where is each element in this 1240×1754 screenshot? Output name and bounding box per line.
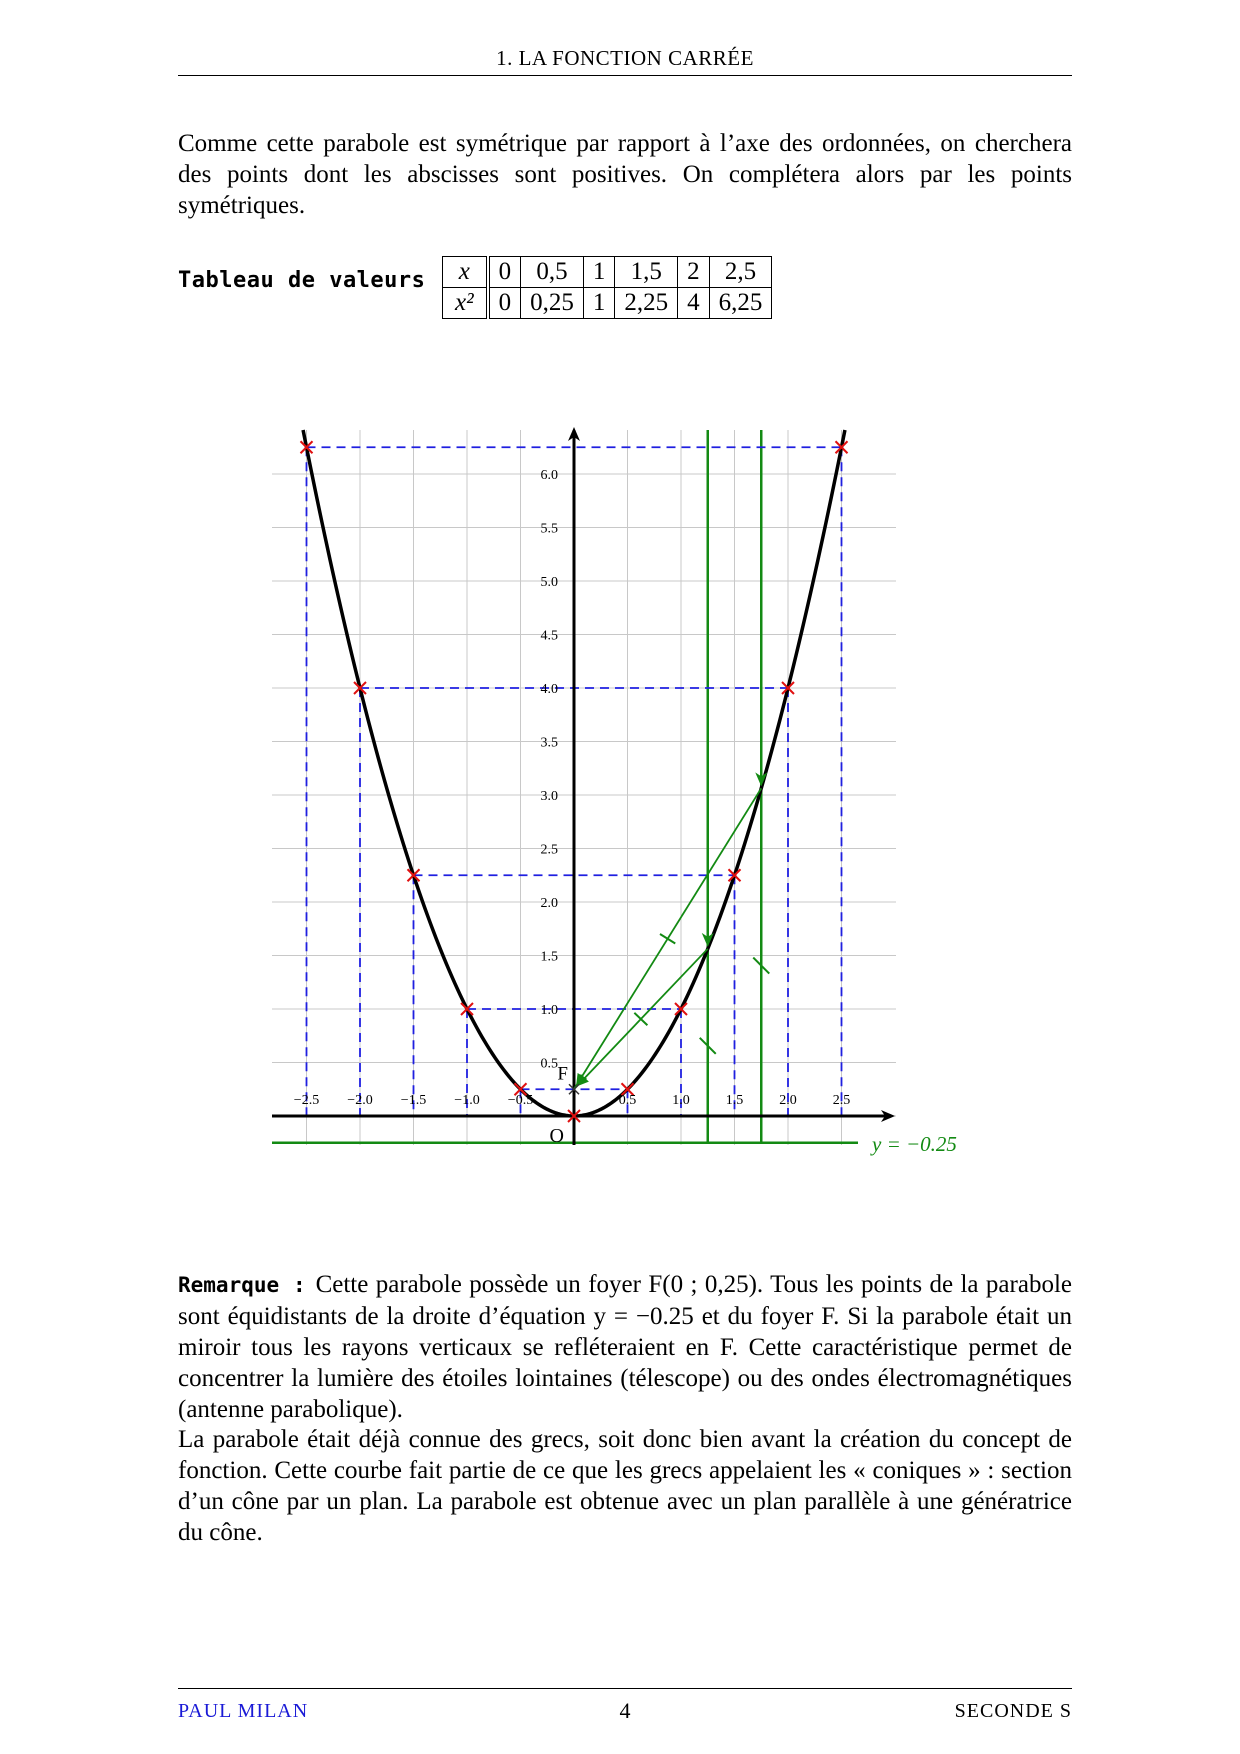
- table-cell: 2: [678, 257, 710, 288]
- y-tick-label: 3.0: [540, 789, 558, 804]
- footer-class: SECONDE S: [954, 1700, 1072, 1722]
- x-tick-label: 1.0: [672, 1093, 690, 1108]
- y-tick-label: 4.5: [540, 628, 558, 644]
- table-cell: 1,5: [615, 257, 678, 288]
- x-tick-label: −1.0: [454, 1093, 480, 1108]
- x-tick-label: −1.5: [400, 1093, 427, 1108]
- chart-grid: [272, 430, 896, 1145]
- history-paragraph: La parabole était déjà connue des grecs, soit donc bien avant la création du concept de fonction. Cette courbe fait partie de ce que les grecs appelaient les « coniques » : section d’un cône par un plan. La parabole est obtenue avec un plan parallèle à une génératrice du cône.: [178, 1426, 1072, 1546]
- y-tick-label: 1.0: [540, 1003, 558, 1018]
- y-tick-label: 4.0: [540, 682, 558, 697]
- table-cell: 0: [488, 288, 521, 319]
- remark-label: Remarque :: [178, 1273, 306, 1297]
- y-tick-label: 0.5: [540, 1056, 558, 1072]
- equal-distance-mark: [660, 934, 675, 944]
- remark-text: Cette parabole possède un foyer F(0 ; 0,25). Tous les points de la parabole sont équidistants de la droite d’équation y = −0.25 et du foyer F. Si la parabole était un miroir tous les rayons verticaux se refléteraient en F. Cette caractéristique permet de concentrer la lumière des étoiles lointaines (télescope) ou des ondes électromagnétiques (antenne parabolique).: [178, 1271, 1072, 1423]
- table-cell: x: [443, 257, 488, 288]
- table-cell: 0,5: [521, 257, 584, 288]
- table-cell: 4: [678, 288, 710, 319]
- x-tick-label: −2.5: [293, 1093, 320, 1108]
- y-tick-label: 2.5: [540, 842, 558, 858]
- table-cell: 2,5: [709, 257, 772, 288]
- y-tick-label: 2.0: [540, 896, 558, 911]
- x-tick-label: 0.5: [618, 1093, 637, 1108]
- focus-label: F: [557, 1063, 568, 1085]
- y-tick-label: 5.0: [540, 575, 558, 590]
- footer-rule: [178, 1688, 1072, 1689]
- y-tick-label: 5.5: [540, 521, 558, 537]
- y-tick-label: 6.0: [540, 468, 558, 483]
- x-tick-label: 2.5: [832, 1093, 851, 1108]
- table-cell: 1: [583, 257, 615, 288]
- page-number: 4: [619, 1698, 631, 1723]
- table-cell: 1: [583, 288, 615, 319]
- reflection-rays: [574, 772, 769, 1089]
- y-tick-label: 1.5: [540, 949, 558, 965]
- x-tick-label: −2.0: [347, 1093, 373, 1108]
- x-tick-label: −0.5: [507, 1093, 534, 1108]
- chart-axes: [272, 427, 895, 1145]
- directrix-label: y = −0.25: [872, 1131, 957, 1156]
- running-title: 1. LA FONCTION CARRÉE: [496, 46, 754, 70]
- values-table-label: Tableau de valeurs: [178, 268, 426, 293]
- table-cell: 0: [488, 257, 521, 288]
- remark-paragraph: [178, 1269, 1072, 1425]
- origin-label: O: [549, 1125, 564, 1147]
- table-cell: x²: [443, 288, 488, 319]
- x-tick-label: 2.0: [779, 1093, 797, 1108]
- footer-author: PAUL MILAN: [178, 1700, 309, 1722]
- table-cell: 6,25: [709, 288, 772, 319]
- intro-paragraph: Comme cette parabole est symétrique par rapport à l’axe des ordonnées, on cherchera des points dont les abscisses sont positives. On complétera alors par les points symétriques.: [178, 130, 1072, 219]
- table-cell: 2,25: [615, 288, 678, 319]
- y-tick-label: 3.5: [540, 735, 558, 751]
- table-cell: 0,25: [521, 288, 584, 319]
- x-tick-label: 1.5: [725, 1093, 744, 1108]
